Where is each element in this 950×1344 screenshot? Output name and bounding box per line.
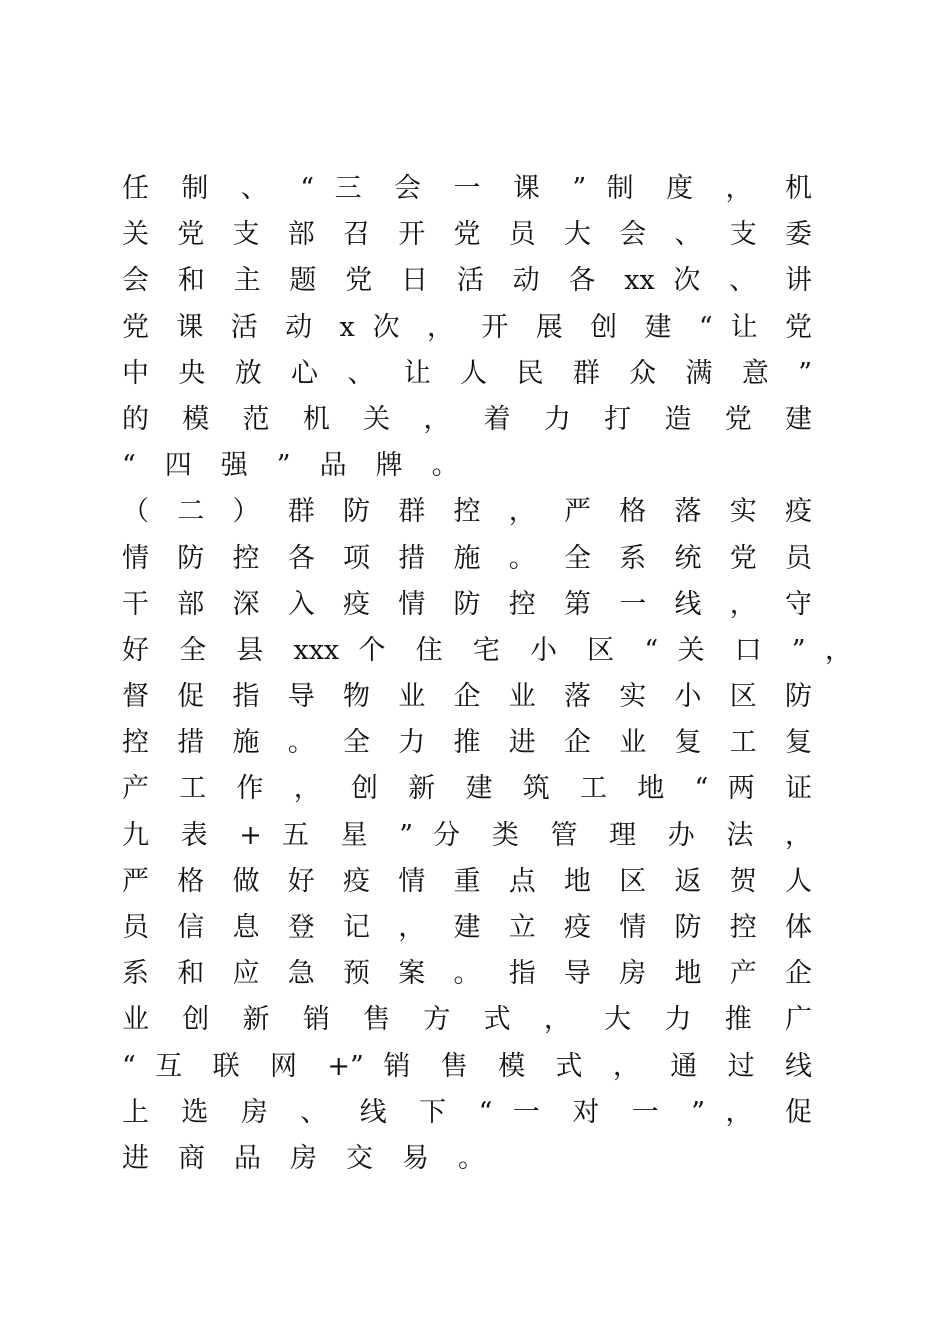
text-line-17: 员 信 息 登 记 ， 建 立 疫 情 防 控 体: [122, 912, 812, 943]
text-line-15: 九 表 + 五 星 ” 分 类 管 理 办 法 ，: [122, 819, 812, 851]
text-line-6: 的 模 范 机 关 ， 着 力 打 造 党 建: [122, 403, 812, 435]
text-line-19: 业 创 新 销 售 方 式 ， 大 力 推 广: [122, 1004, 812, 1036]
text-line-13: 控 措 施 。 全 力 推 进 企 业 复 工 复: [122, 727, 812, 759]
text-line-3: 会 和 主 题 党 日 活 动 各 xx 次 、 讲: [122, 265, 812, 297]
text-line-14: 产 工 作 ， 创 新 建 筑 工 地 “ 两 证: [122, 773, 812, 805]
text-line-10: 干 部 深 入 疫 情 防 控 第 一 线 ， 守: [122, 588, 812, 620]
text-line-7: “四强”品牌。: [122, 450, 488, 482]
text-line-21: 上 选 房 、 线 下 “ 一 对 一 ” ， 促: [122, 1096, 812, 1128]
text-line-9: 情 防 控 各 项 措 施 。 全 系 统 党 员: [122, 542, 812, 574]
text-line-22: 进商品房交易。: [122, 1142, 514, 1174]
text-line-5: 中 央 放 心 、 让 人 民 群 众 满 意 ”: [122, 357, 812, 389]
text-line-4: 党 课 活 动 x 次 ， 开 展 创 建 “ 让 党: [122, 311, 812, 343]
text-line-11: 好 全 县 xxx 个 住 宅 小 区 “ 关 口 ” ，: [122, 634, 852, 666]
text-line-8: （ 二 ） 群 防 群 控 ， 严 格 落 实 疫: [122, 496, 812, 528]
text-line-1: 任 制 、 “ 三 会 一 课 ” 制 度 ， 机: [122, 173, 812, 204]
text-line-2: 关 党 支 部 召 开 党 员 大 会 、 支 委: [122, 219, 812, 251]
text-line-16: 严 格 做 好 疫 情 重 点 地 区 返 贺 人: [122, 865, 812, 897]
text-line-12: 督 促 指 导 物 业 企 业 落 实 小 区 防: [122, 681, 812, 713]
body-text: [122, 166, 852, 1182]
text-line-20: “ 互 联 网 +” 销 售 模 式 ， 通 过 线: [122, 1050, 812, 1082]
text-line-18: 系 和 应 急 预 案 。 指 导 房 地 产 企: [122, 958, 812, 990]
